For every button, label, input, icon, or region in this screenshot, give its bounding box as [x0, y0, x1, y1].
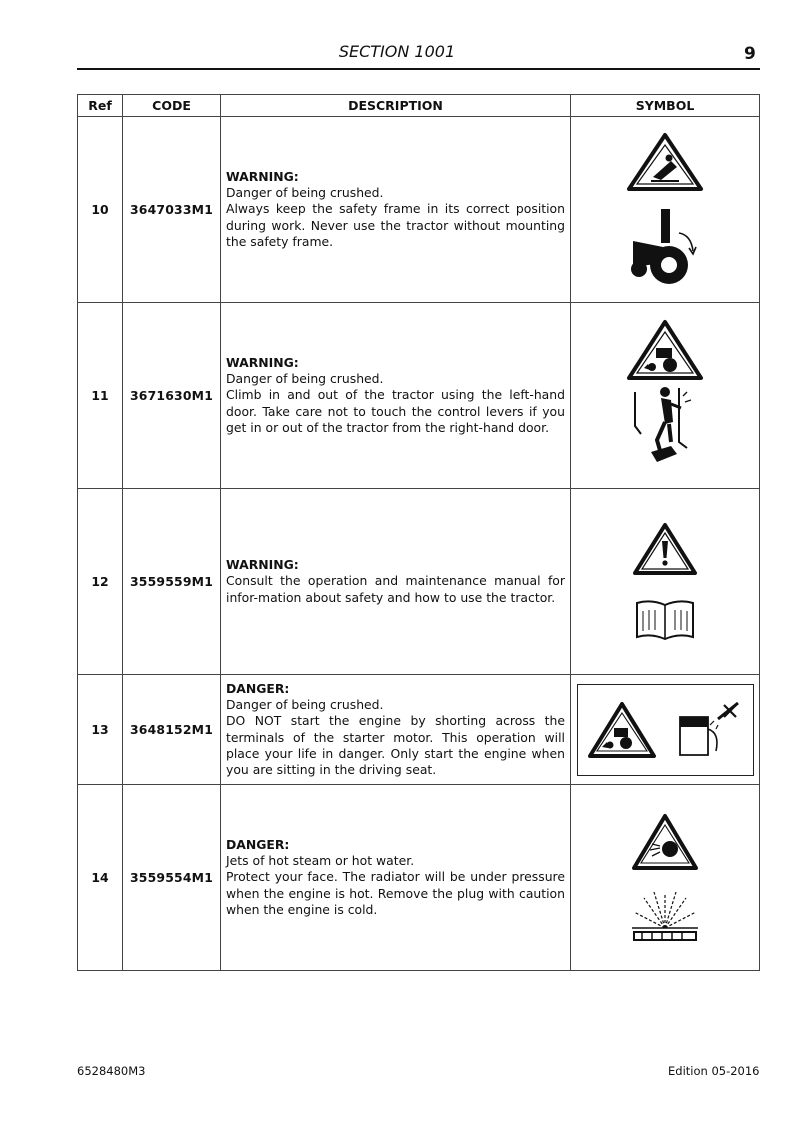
- symbol-cell: [571, 117, 760, 303]
- page-number: 9: [744, 44, 756, 64]
- description-line: Always keep the safety frame in its correct position during work. Never use the tractor without mounting the safety frame.: [226, 201, 565, 249]
- person-climbing-cab-icon: [631, 382, 699, 474]
- description-cell: [221, 675, 571, 785]
- safety-decal-table: [77, 94, 760, 971]
- safety-frame-tractor-icon: [627, 207, 703, 289]
- ref-cell: 11: [78, 303, 123, 489]
- code-cell: 3559554M1: [123, 785, 221, 971]
- warning-heading: WARNING:: [226, 168, 299, 184]
- symbol-cell: [571, 675, 760, 785]
- description-line: Jets of hot steam or hot water.: [226, 853, 415, 869]
- description-cell: [221, 117, 571, 303]
- crush-warning-triangle-icon: [625, 131, 705, 193]
- ref-cell: 12: [78, 489, 123, 675]
- description-line: DO NOT start the engine by shorting across the terminals of the starter motor. This operation will place your life in danger. Only start the engine when you are sitting in the driving seat.: [226, 713, 565, 777]
- ref-cell: 10: [78, 117, 123, 303]
- col-header-description: DESCRIPTION: [221, 95, 571, 117]
- edition-label: Edition 05-2016: [668, 1064, 760, 1078]
- table-row: [78, 303, 760, 489]
- warning-heading: WARNING:: [226, 354, 299, 370]
- code-cell: 3671630M1: [123, 303, 221, 489]
- description-cell: [221, 785, 571, 971]
- code-cell: 3559559M1: [123, 489, 221, 675]
- section-title: SECTION 1001: [338, 42, 456, 61]
- description-cell: [221, 303, 571, 489]
- tractor-runover-triangle-icon: [586, 700, 658, 760]
- symbol-cell: [571, 303, 760, 489]
- description-line: Climb in and out of the tractor using the left-hand door. Take care not to touch the control levers if you get in or out of the tractor from the right-hand door.: [226, 387, 565, 435]
- description-line: Protect your face. The radiator will be under pressure when the engine is hot. Remove the plug with caution when the engine is cold.: [226, 869, 565, 917]
- danger-heading: DANGER:: [226, 680, 290, 696]
- exclamation-warning-triangle-icon: [631, 521, 699, 577]
- danger-heading: DANGER:: [226, 836, 290, 852]
- warning-heading: WARNING:: [226, 557, 299, 573]
- table-row: [78, 675, 760, 785]
- table-row: [78, 117, 760, 303]
- code-cell: 3648152M1: [123, 675, 221, 785]
- document-number: 6528480M3: [77, 1064, 146, 1078]
- hot-steam-face-triangle-icon: [630, 812, 700, 872]
- ref-cell: 13: [78, 675, 123, 785]
- description-cell: [221, 489, 571, 675]
- tractor-crush-warning-triangle-icon: [626, 318, 704, 382]
- decal-frame: [577, 684, 754, 776]
- ref-cell: 14: [78, 785, 123, 971]
- description-line: Danger of being crushed.: [226, 371, 384, 387]
- description-line: Danger of being crushed.: [226, 697, 384, 713]
- description-line: Danger of being crushed.: [226, 185, 384, 201]
- open-manual-icon: [633, 599, 697, 643]
- radiator-steam-jets-icon: [628, 888, 702, 944]
- col-header-code: CODE: [123, 95, 221, 117]
- table-row: [78, 785, 760, 971]
- table-header-row: [78, 95, 760, 117]
- col-header-ref: Ref: [78, 95, 123, 117]
- col-header-symbol: SYMBOL: [571, 95, 760, 117]
- symbol-cell: [571, 785, 760, 971]
- table-row: [78, 489, 760, 675]
- header-rule: [77, 68, 760, 70]
- symbol-cell: [571, 489, 760, 675]
- starter-motor-no-short-icon: [674, 699, 744, 761]
- code-cell: 3647033M1: [123, 117, 221, 303]
- description-line: Consult the operation and maintenance manual for infor-mation about safety and how to use the tractor.: [226, 573, 565, 605]
